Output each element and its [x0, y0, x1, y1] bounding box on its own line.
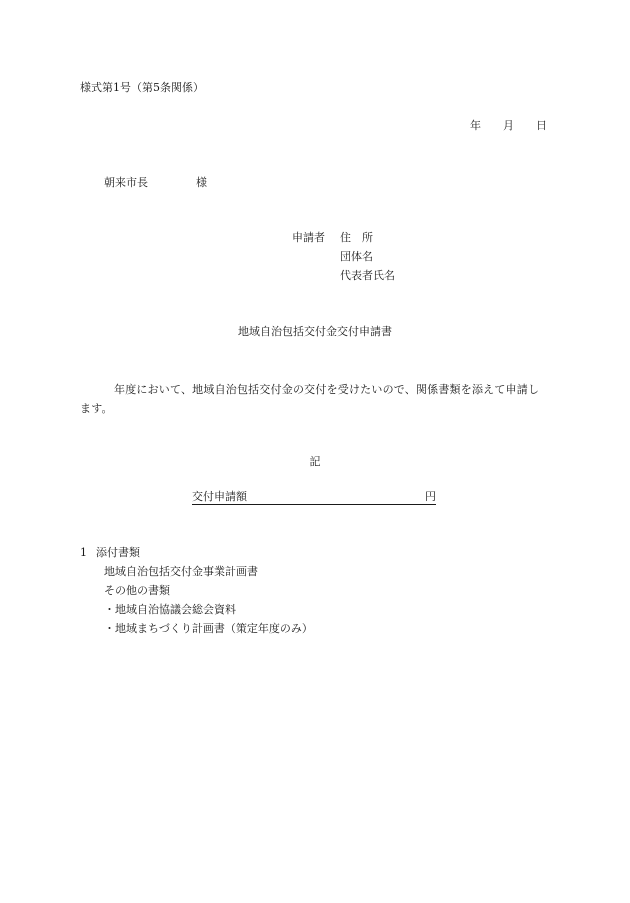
amount-line: [192, 491, 436, 505]
applicant-address-label: 住 所: [340, 231, 373, 244]
addressee-name: 朝来市長: [104, 176, 148, 189]
addressee-honorific: 様: [196, 176, 207, 189]
addressee: [104, 177, 207, 188]
date-month: 月: [503, 119, 514, 132]
attachments-heading-text: 添付書類: [96, 546, 140, 559]
body-paragraph: 年度において、地域自治包括交付金の交付を受けたいので、関係書類を添えて申請します。: [80, 383, 540, 415]
amount-label: 交付申請額: [192, 490, 247, 503]
attachment-sub-item: ・地域まちづくり計画書（策定年度のみ）: [104, 622, 313, 635]
applicant-label: 申請者: [292, 231, 325, 244]
attachment-item: 地域自治包括交付金事業計画書: [104, 565, 258, 578]
date-line: [470, 120, 547, 131]
attachment-sub-item: ・地域自治協議会総会資料: [104, 603, 236, 616]
attachment-item: その他の書類: [104, 584, 170, 597]
attachments-number: 1: [80, 546, 87, 559]
date-day: 日: [536, 119, 547, 132]
applicant-group-label: 団体名: [340, 250, 373, 263]
document-title: 地域自治包括交付金交付申請書: [238, 325, 392, 338]
amount-unit: 円: [425, 490, 436, 503]
form-number: 様式第1号（第5条関係）: [80, 81, 204, 94]
date-year: 年: [470, 119, 481, 132]
ki-heading: 記: [309, 455, 321, 468]
applicant-representative-label: 代表者氏名: [340, 269, 395, 282]
attachments-heading: [80, 547, 140, 558]
